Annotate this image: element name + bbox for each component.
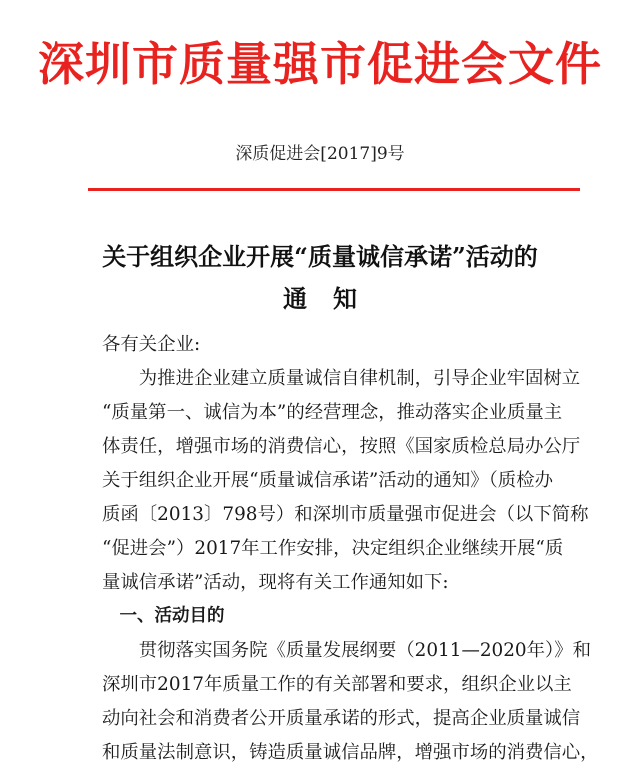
- paragraph-line: 为推进企业建立质量诚信自律机制，引导企业牢固树立: [102, 368, 581, 389]
- section-heading: 一、活动目的: [102, 606, 225, 626]
- document-number: 深质促进会[2017]9号: [235, 144, 405, 164]
- red-divider-line: [88, 188, 580, 191]
- paragraph-line: 量诚信承诺”活动，现将有关工作通知如下:: [102, 572, 449, 593]
- org-header-title: 深圳市质量强市促进会文件: [38, 37, 602, 91]
- notice-title-line-2: 通知: [283, 284, 383, 313]
- paragraph-line: 贯彻落实国务院《质量发展纲要（2011—2020年）》和: [102, 640, 591, 661]
- paragraph-line: 体责任，增强市场的消费信心，按照《国家质检总局办公厅: [102, 436, 581, 457]
- paragraph-line: 和质量法制意识，铸造质量诚信品牌，增强市场的消费信心，: [102, 742, 599, 763]
- paragraph-line: 质函〔2013〕798号）和深圳市质量强市促进会（以下简称: [102, 504, 589, 525]
- paragraph-line: “促进会”）2017年工作安排，决定组织企业继续开展“质: [102, 538, 564, 559]
- salutation: 各有关企业:: [102, 334, 201, 355]
- notice-title-line-1: 关于组织企业开展“质量诚信承诺”活动的: [102, 242, 538, 271]
- paragraph-line: 动向社会和消费者公开质量承诺的形式，提高企业质量诚信: [102, 708, 581, 729]
- paragraph-line: 深圳市2017年质量工作的有关部署和要求，组织企业以主: [102, 674, 572, 695]
- paragraph-line: “质量第一、诚信为本”的经营理念，推动落实企业质量主: [102, 402, 563, 423]
- paragraph-line: 关于组织企业开展“质量诚信承诺”活动的通知》（质检办: [102, 470, 553, 491]
